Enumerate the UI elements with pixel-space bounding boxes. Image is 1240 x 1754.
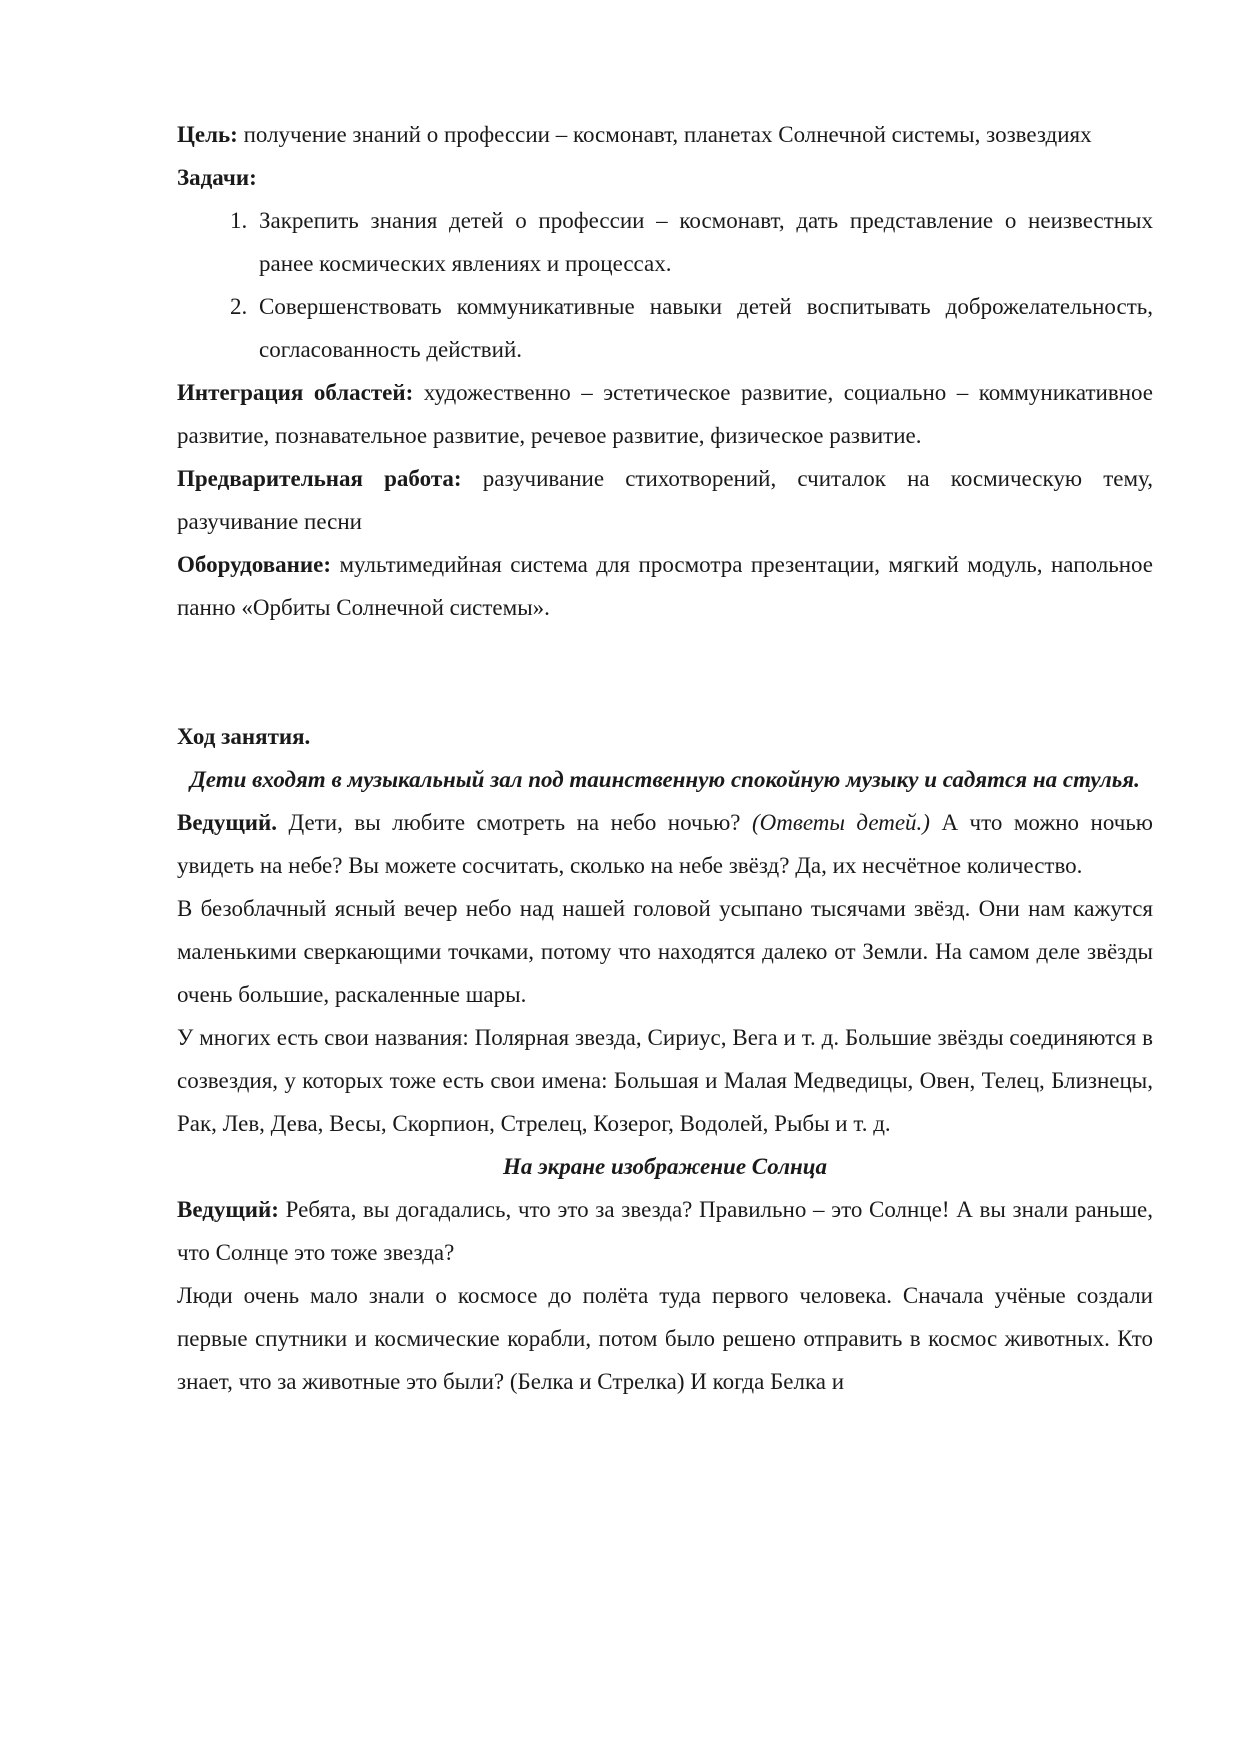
integration-text: художественно – эстетическое развитие, социально – коммуникативное развитие, познавательное развитие, речевое развитие, физическое развитие.: [177, 380, 1153, 448]
stage-direction-sun: На экране изображение Солнца: [502, 1154, 828, 1179]
document-body: [177, 113, 1153, 1403]
prep-work-text: разучивание стихотворений, считалок на космическую тему, разучивание песни: [177, 466, 1153, 534]
goal-text: получение знаний о профессии – космонавт, планетах Солнечной системы, зозвездиях: [237, 122, 1092, 147]
host-label: Ведущий:: [177, 1197, 279, 1222]
host-text: Ребята, вы догадались, что это за звезда? Правильно – это Солнце! А вы знали раньше, что Солнце это тоже звезда?: [177, 1197, 1153, 1265]
equipment-text: мультимедийная система для просмотра презентации, мягкий модуль, напольное панно «Орбиты Солнечной системы».: [177, 552, 1153, 620]
host-text: Дети, вы любите смотреть на небо ночью?: [277, 810, 752, 835]
host-text: А что можно ночью увидеть на небе? Вы можете сосчитать, сколько на небе звёзд? Да, их несчётное количество.: [177, 810, 1153, 878]
prep-work-paragraph: [177, 457, 1153, 543]
constellations-paragraph: У многих есть свои названия: Полярная звезда, Сириус, Вега и т. д. Большие звёзды соединяются в созвездия, у которых тоже есть свои имена: Большая и Малая Медведицы, Овен, Телец, Близнецы, Рак, Лев, Дева, Весы, Скорпион, Стрелец, Козерог, Водолей, Рыбы и т. д.: [177, 1025, 1153, 1136]
host-paragraph-1: [177, 801, 1153, 887]
prep-work-label: Предварительная работа:: [177, 466, 462, 491]
children-answer-remark: (Ответы детей.): [751, 810, 930, 835]
goal-label: Цель:: [177, 122, 238, 147]
stage-direction-intro: Дети входят в музыкальный зал под таинственную спокойную музыку и садятся на стулья.: [190, 767, 1140, 792]
task-item: 2. Совершенствовать коммуникативные навыки детей воспитывать доброжелательность, согласованность действий.: [253, 285, 1153, 371]
stars-paragraph: В безоблачный ясный вечер небо над нашей головой усыпано тысячами звёзд. Они нам кажутся маленькими сверкающими точками, потому что находятся далеко от Земли. На самом деле звёзды очень большие, раскаленные шары.: [177, 896, 1153, 1007]
tasks-label: Задачи:: [177, 165, 257, 190]
section-gap: [177, 629, 1153, 715]
equipment-label: Оборудование:: [177, 552, 331, 577]
host-label: Ведущий.: [177, 810, 278, 835]
space-history-paragraph: Люди очень мало знали о космосе до полёта туда первого человека. Сначала учёные создали первые спутники и космические корабли, потом было решено отправить в космос животных. Кто знает, что за животные это были? (Белка и Стрелка) И когда Белка и: [177, 1283, 1153, 1394]
goal-paragraph: [177, 113, 1153, 156]
equipment-paragraph: [177, 543, 1153, 629]
tasks-list: [177, 199, 1153, 371]
host-paragraph-2: [177, 1188, 1153, 1274]
integration-paragraph: [177, 371, 1153, 457]
integration-label: Интеграция областей:: [177, 380, 414, 405]
lesson-heading: Ход занятия.: [177, 724, 311, 749]
task-item: 1. Закрепить знания детей о профессии – космонавт, дать представление о неизвестных ранее космических явлениях и процессах.: [253, 199, 1153, 285]
